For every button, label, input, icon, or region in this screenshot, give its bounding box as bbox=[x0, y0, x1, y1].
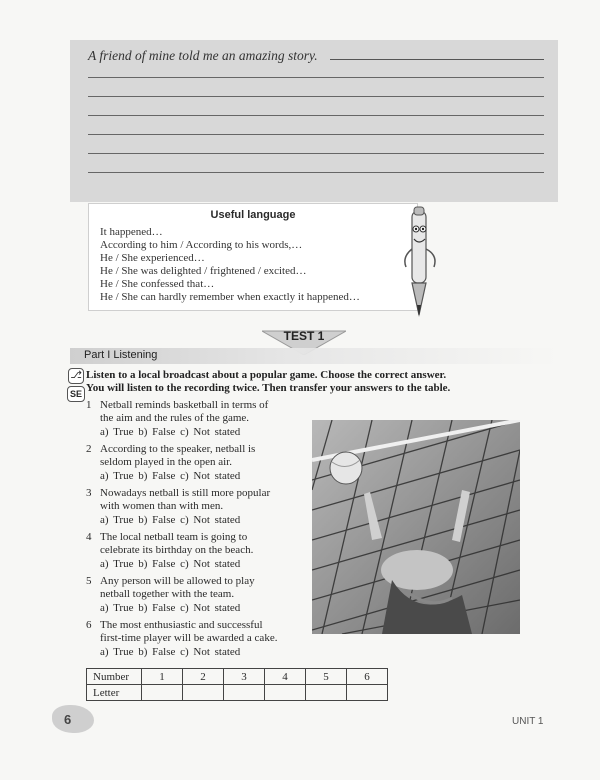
answer-cell[interactable] bbox=[265, 685, 306, 701]
answer-cell[interactable] bbox=[224, 685, 265, 701]
writing-line[interactable] bbox=[88, 115, 544, 116]
answer-table bbox=[86, 668, 388, 701]
pen-mascot-icon bbox=[398, 205, 444, 325]
page-number-blot bbox=[52, 705, 94, 733]
question-options: a) True b) False c) Not stated bbox=[100, 514, 241, 526]
question-number: 5 bbox=[86, 575, 92, 587]
table-row-label: Letter bbox=[87, 685, 142, 701]
table-row-label: Number bbox=[87, 669, 142, 685]
table-number-cell: 1 bbox=[142, 669, 183, 685]
netball-photo bbox=[312, 420, 520, 634]
question-options: a) True b) False c) Not stated bbox=[100, 558, 241, 570]
question-number: 1 bbox=[86, 399, 92, 411]
question-text: the aim and the rules of the game. bbox=[100, 412, 250, 424]
answer-cell[interactable] bbox=[306, 685, 347, 701]
writing-prompt: A friend of mine told me an amazing story. bbox=[88, 48, 318, 63]
writing-box bbox=[70, 40, 558, 202]
question-text: seldom played in the open air. bbox=[100, 456, 232, 468]
page-number: 6 bbox=[64, 712, 72, 727]
writing-line[interactable] bbox=[88, 153, 544, 154]
part-label: Part I Listening bbox=[84, 349, 158, 361]
useful-language-item: He / She experienced… bbox=[100, 252, 205, 264]
instructions-line: You will listen to the recording twice. Then transfer your answers to the table. bbox=[86, 382, 451, 394]
useful-language-item: It happened… bbox=[100, 226, 163, 238]
question-number: 2 bbox=[86, 443, 92, 455]
question-options: a) True b) False c) Not stated bbox=[100, 602, 241, 614]
question-options: a) True b) False c) Not stated bbox=[100, 470, 241, 482]
question-text: Netball reminds basketball in terms of bbox=[100, 399, 269, 411]
writing-line[interactable] bbox=[330, 59, 544, 60]
question-text: The most enthusiastic and successful bbox=[100, 619, 263, 631]
question-number: 3 bbox=[86, 487, 92, 499]
answer-cell[interactable] bbox=[347, 685, 388, 701]
se-badge: SE bbox=[67, 386, 85, 402]
useful-language-item: He / She confessed that… bbox=[100, 278, 215, 290]
question-text: netball together with the team. bbox=[100, 588, 235, 600]
question-options: a) True b) False c) Not stated bbox=[100, 426, 241, 438]
useful-language-item: According to him / According to his words,… bbox=[100, 239, 303, 251]
question-text: The local netball team is going to bbox=[100, 531, 248, 543]
unit-label: UNIT 1 bbox=[512, 716, 544, 727]
useful-language-item: He / She was delighted / frightened / excited… bbox=[100, 265, 307, 277]
table-number-cell: 2 bbox=[183, 669, 224, 685]
writing-line[interactable] bbox=[88, 172, 544, 173]
headphones-icon: ⎇ bbox=[68, 368, 84, 384]
question-text: celebrate its birthday on the beach. bbox=[100, 544, 254, 556]
table-number-cell: 4 bbox=[265, 669, 306, 685]
answer-cell[interactable] bbox=[142, 685, 183, 701]
writing-line[interactable] bbox=[88, 134, 544, 135]
useful-language-item: He / She can hardly remember when exactly it happened… bbox=[100, 291, 360, 303]
part-header bbox=[70, 348, 558, 364]
useful-language-box bbox=[88, 203, 418, 311]
table-number-cell: 6 bbox=[347, 669, 388, 685]
instructions-line: Listen to a local broadcast about a popular game. Choose the correct answer. bbox=[86, 369, 447, 381]
table-number-cell: 5 bbox=[306, 669, 347, 685]
test-title: TEST 1 bbox=[283, 329, 325, 343]
question-text: According to the speaker, netball is bbox=[100, 443, 256, 455]
question-text: Nowadays netball is still more popular bbox=[100, 487, 271, 499]
question-options: a) True b) False c) Not stated bbox=[100, 646, 241, 658]
useful-language-title: Useful language bbox=[210, 209, 296, 221]
question-number: 4 bbox=[86, 531, 92, 543]
question-text: first-time player will be awarded a cake. bbox=[100, 632, 278, 644]
writing-line[interactable] bbox=[88, 96, 544, 97]
answer-cell[interactable] bbox=[183, 685, 224, 701]
question-text: Any person will be allowed to play bbox=[100, 575, 255, 587]
table-number-cell: 3 bbox=[224, 669, 265, 685]
question-text: with women than with men. bbox=[100, 500, 224, 512]
question-number: 6 bbox=[86, 619, 92, 631]
writing-line[interactable] bbox=[88, 77, 544, 78]
